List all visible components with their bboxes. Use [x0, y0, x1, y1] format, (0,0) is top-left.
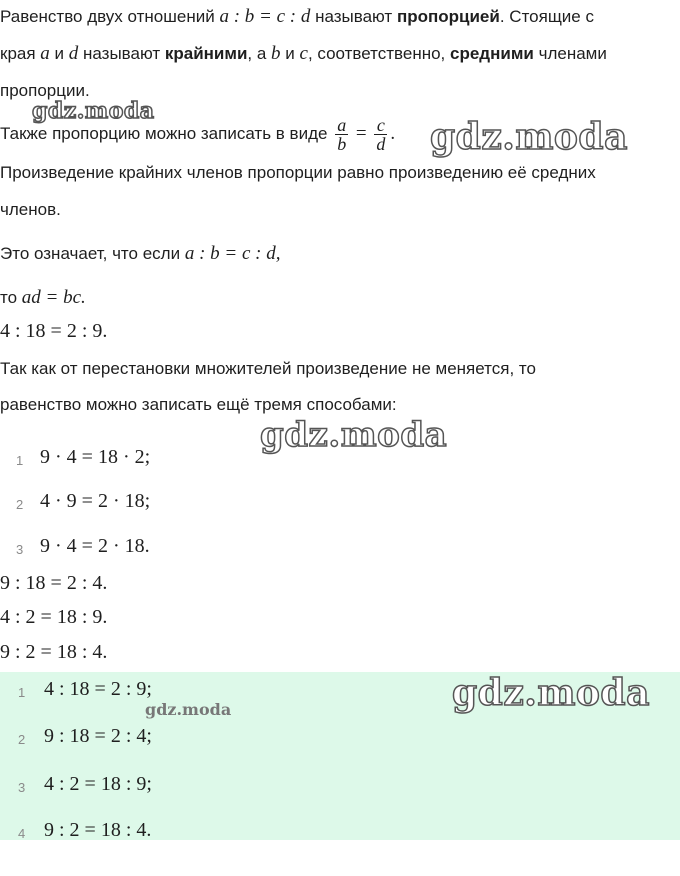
permutation-line-1: Так как от перестановки множителей произведение не меняется, то	[0, 359, 536, 378]
proportion-equation: 4 : 2 = 18 : 9.	[0, 606, 108, 628]
list-number: 3	[18, 780, 26, 795]
definition-line-2	[0, 43, 607, 65]
math-c: c	[299, 43, 308, 64]
condition-line	[0, 243, 280, 265]
answer-item: 9 : 18 = 2 : 4;	[44, 725, 152, 747]
fraction-numerator: c	[376, 115, 385, 136]
equals-sign: =	[355, 123, 367, 144]
fraction-denominator: b	[337, 134, 347, 155]
list-number: 1	[18, 685, 26, 700]
proportion-equation: 9 : 18 = 2 : 4.	[0, 572, 108, 594]
permutation-line-2: равенство можно записать ещё тремя способами:	[0, 395, 397, 414]
list-item: 9 · 4 = 2 · 18.	[40, 535, 150, 557]
list-number: 2	[18, 732, 26, 747]
example-proportion: 4 : 18 = 2 : 9.	[0, 320, 108, 342]
term-extremes: крайними	[164, 44, 248, 63]
answer-item: 9 : 2 = 18 : 4.	[44, 819, 152, 841]
text: и	[54, 44, 65, 63]
list-number: 1	[16, 453, 24, 468]
text: называют	[83, 44, 161, 63]
text: Также пропорцию можно записать в виде	[0, 124, 328, 143]
text: Равенство двух отношений	[0, 7, 215, 26]
period: .	[390, 123, 396, 144]
fraction-a-over-b	[335, 116, 348, 153]
term-means: средними	[450, 44, 534, 63]
text: то	[0, 288, 18, 307]
math-product: ad = bc.	[21, 287, 86, 308]
property-line-2: членов.	[0, 200, 61, 219]
watermark-logo: gdz.moda	[260, 415, 448, 455]
definition-line-1	[0, 6, 594, 28]
watermark-logo: gdz.moda	[32, 98, 155, 124]
list-item: 9 · 4 = 18 · 2;	[40, 446, 151, 468]
watermark-logo: gdz.moda	[452, 672, 650, 714]
text: края	[0, 44, 36, 63]
watermark-logo: gdz.moda	[430, 116, 628, 158]
text: Это означает, что если	[0, 244, 181, 263]
math-a: a	[40, 43, 50, 64]
answer-item: 4 : 18 = 2 : 9;	[44, 678, 152, 700]
text: и	[285, 44, 295, 63]
list-number: 3	[16, 542, 24, 557]
text: , а	[247, 44, 267, 63]
math-proportion: a : b = c : d	[219, 6, 311, 27]
fraction-c-over-d	[374, 116, 387, 153]
answer-item: 4 : 2 = 18 : 9;	[44, 773, 152, 795]
list-number: 2	[16, 497, 24, 512]
text: называют	[315, 7, 393, 26]
watermark-logo: gdz.moda	[145, 700, 232, 719]
term-proportion: пропорцией	[396, 7, 500, 26]
text: . Стоящие с	[499, 7, 594, 26]
text: , соответственно,	[307, 44, 446, 63]
fraction-numerator: a	[337, 115, 347, 136]
fraction-denominator: d	[376, 134, 386, 155]
text: членами	[538, 44, 607, 63]
property-line-1: Произведение крайних членов пропорции равно произведению её средних	[0, 163, 596, 182]
math-proportion: a : b = c : d,	[184, 243, 281, 264]
list-item: 4 · 9 = 2 · 18;	[40, 490, 151, 512]
math-d: d	[68, 43, 79, 64]
text: пропорции.	[0, 81, 90, 100]
math-b: b	[271, 43, 281, 64]
list-number: 4	[18, 826, 26, 841]
conclusion-line	[0, 287, 86, 309]
proportion-equation: 9 : 2 = 18 : 4.	[0, 641, 108, 663]
